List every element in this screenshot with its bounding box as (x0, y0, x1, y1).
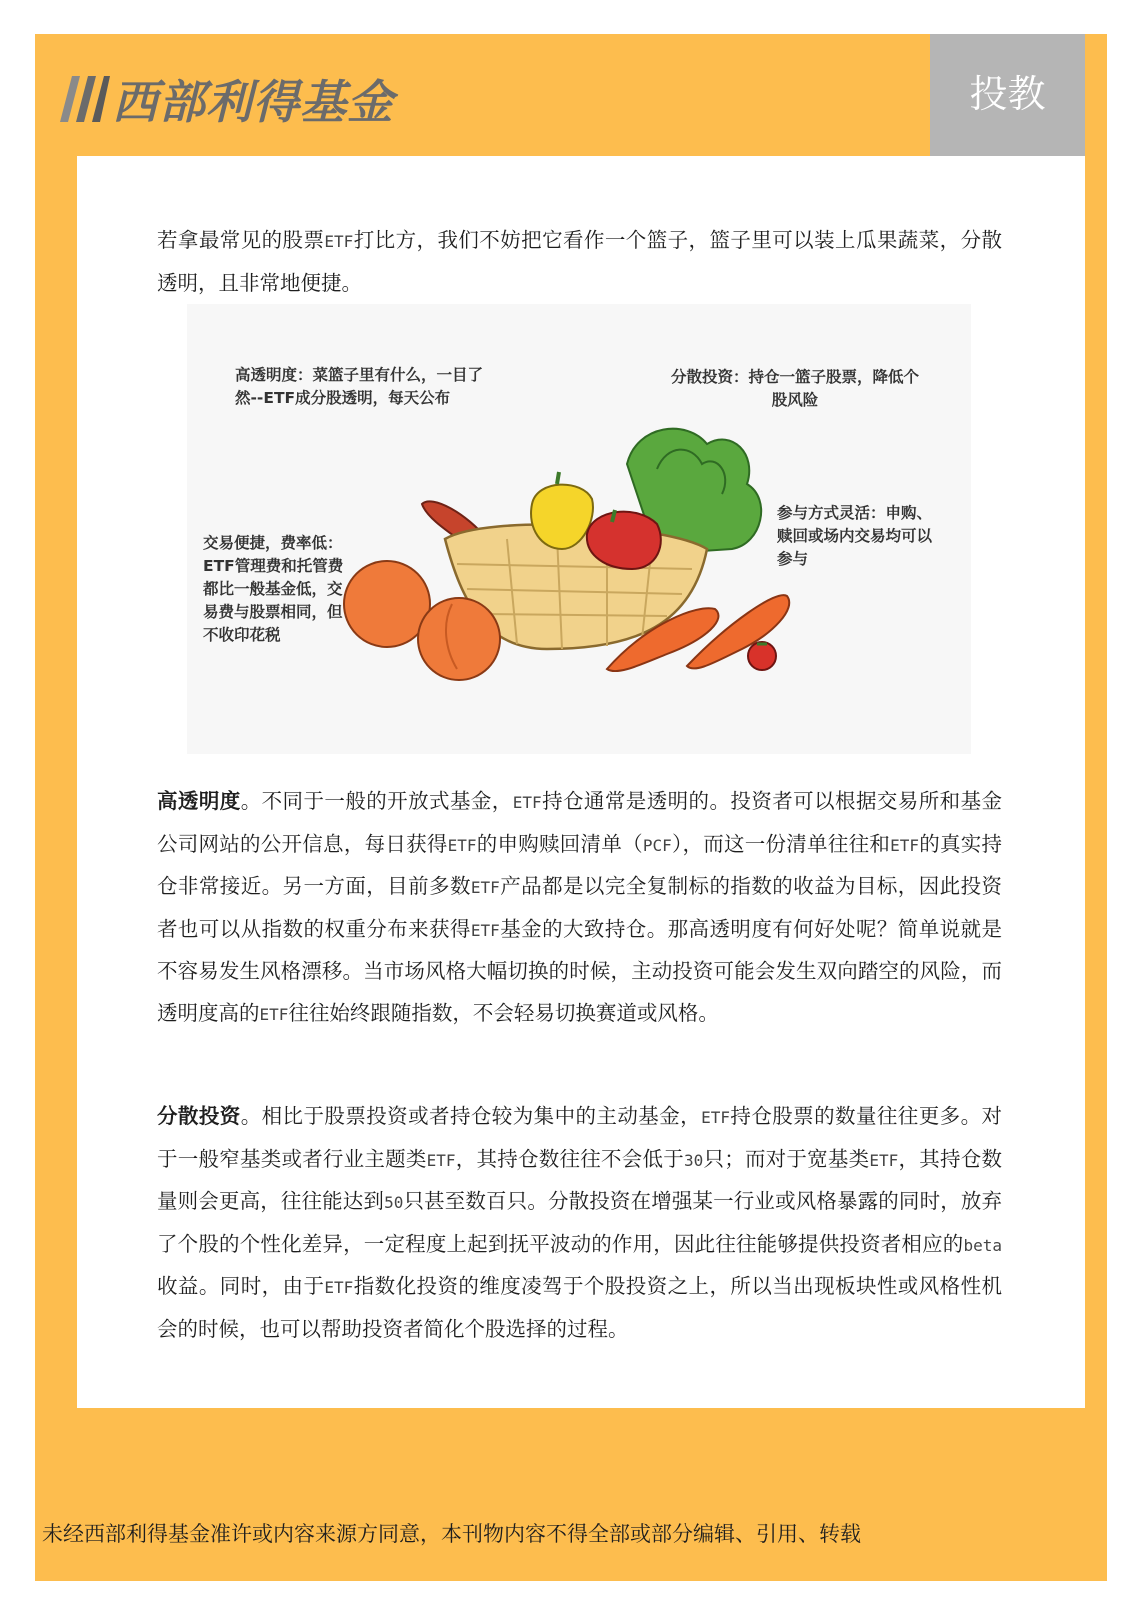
logo-text: 西部利得基金 (112, 75, 394, 129)
basket-illustration (187, 304, 971, 754)
annotation-flexible: 参与方式灵活：申购、赎回或场内交易均可以参与 (777, 504, 933, 568)
section-tag: 投教 (930, 34, 1085, 156)
annotation-convenient: 交易便捷，费率低：ETF管理费和托管费都比一般基金低，交易费与股票相同，但不收印花税 (203, 534, 344, 644)
logo-stripes-icon (48, 74, 110, 124)
transparency-heading: 高透明度 (157, 789, 241, 813)
intro-paragraph: 若拿最常见的股票ETF打比方，我们不妨把它看作一个篮子，篮子里可以装上瓜果蔬菜，分散透明，且非常地便捷。 (157, 228, 1003, 295)
diversified-paragraph: 分散投资。相比于股票投资或者持仓较为集中的主动基金，ETF持仓股票的数量往往更多。对于一般窄基类或者行业主题类ETF，其持仓数往往不会低于30只；而对于宽基类ETF，其持仓数量则会更高，往往能达到50只甚至数百只。分散投资在增强某一行业或风格暴露的同时，放弃了个股的个性化差异，一定程度上起到抚平波动的作用，因此往往能够提供投资者相应的beta收益。同时，由于ETF指数化投资的维度凌驾于个股投资之上，所以当出现板块性或风格性机会的时候，也可以帮助投资者简化个股选择的过程。 (157, 1104, 1003, 1341)
annotation-diversified: 分散投资：持仓一篮子股票，降低个股风险 (670, 368, 919, 409)
content-panel (77, 156, 1085, 1408)
brand-logo (48, 72, 394, 129)
annotation-transparency: 高透明度：菜篮子里有什么，一目了然--ETF成分股透明，每天公布 (235, 366, 484, 407)
copyright-footer: 未经西部利得基金准许或内容来源方同意，本刊物内容不得全部或部分编辑、引用、转载 (42, 1522, 861, 1546)
diversified-heading: 分散投资 (157, 1104, 241, 1128)
transparency-paragraph: 高透明度。不同于一般的开放式基金，ETF持仓通常是透明的。投资者可以根据交易所和基金公司网站的公开信息，每日获得ETF的申购赎回清单（PCF），而这一份清单往往和ETF的真实持仓非常接近。另一方面，目前多数ETF产品都是以完全复制标的指数的收益为目标，因此投资者也可以从指数的权重分布来获得ETF基金的大致持仓。那高透明度有何好处呢？简单说就是不容易发生风格漂移。当市场风格大幅切换的时候，主动投资可能会发生双向踏空的风险，而透明度高的ETF往往始终跟随指数，不会轻易切换赛道或风格。 (157, 789, 1003, 1025)
